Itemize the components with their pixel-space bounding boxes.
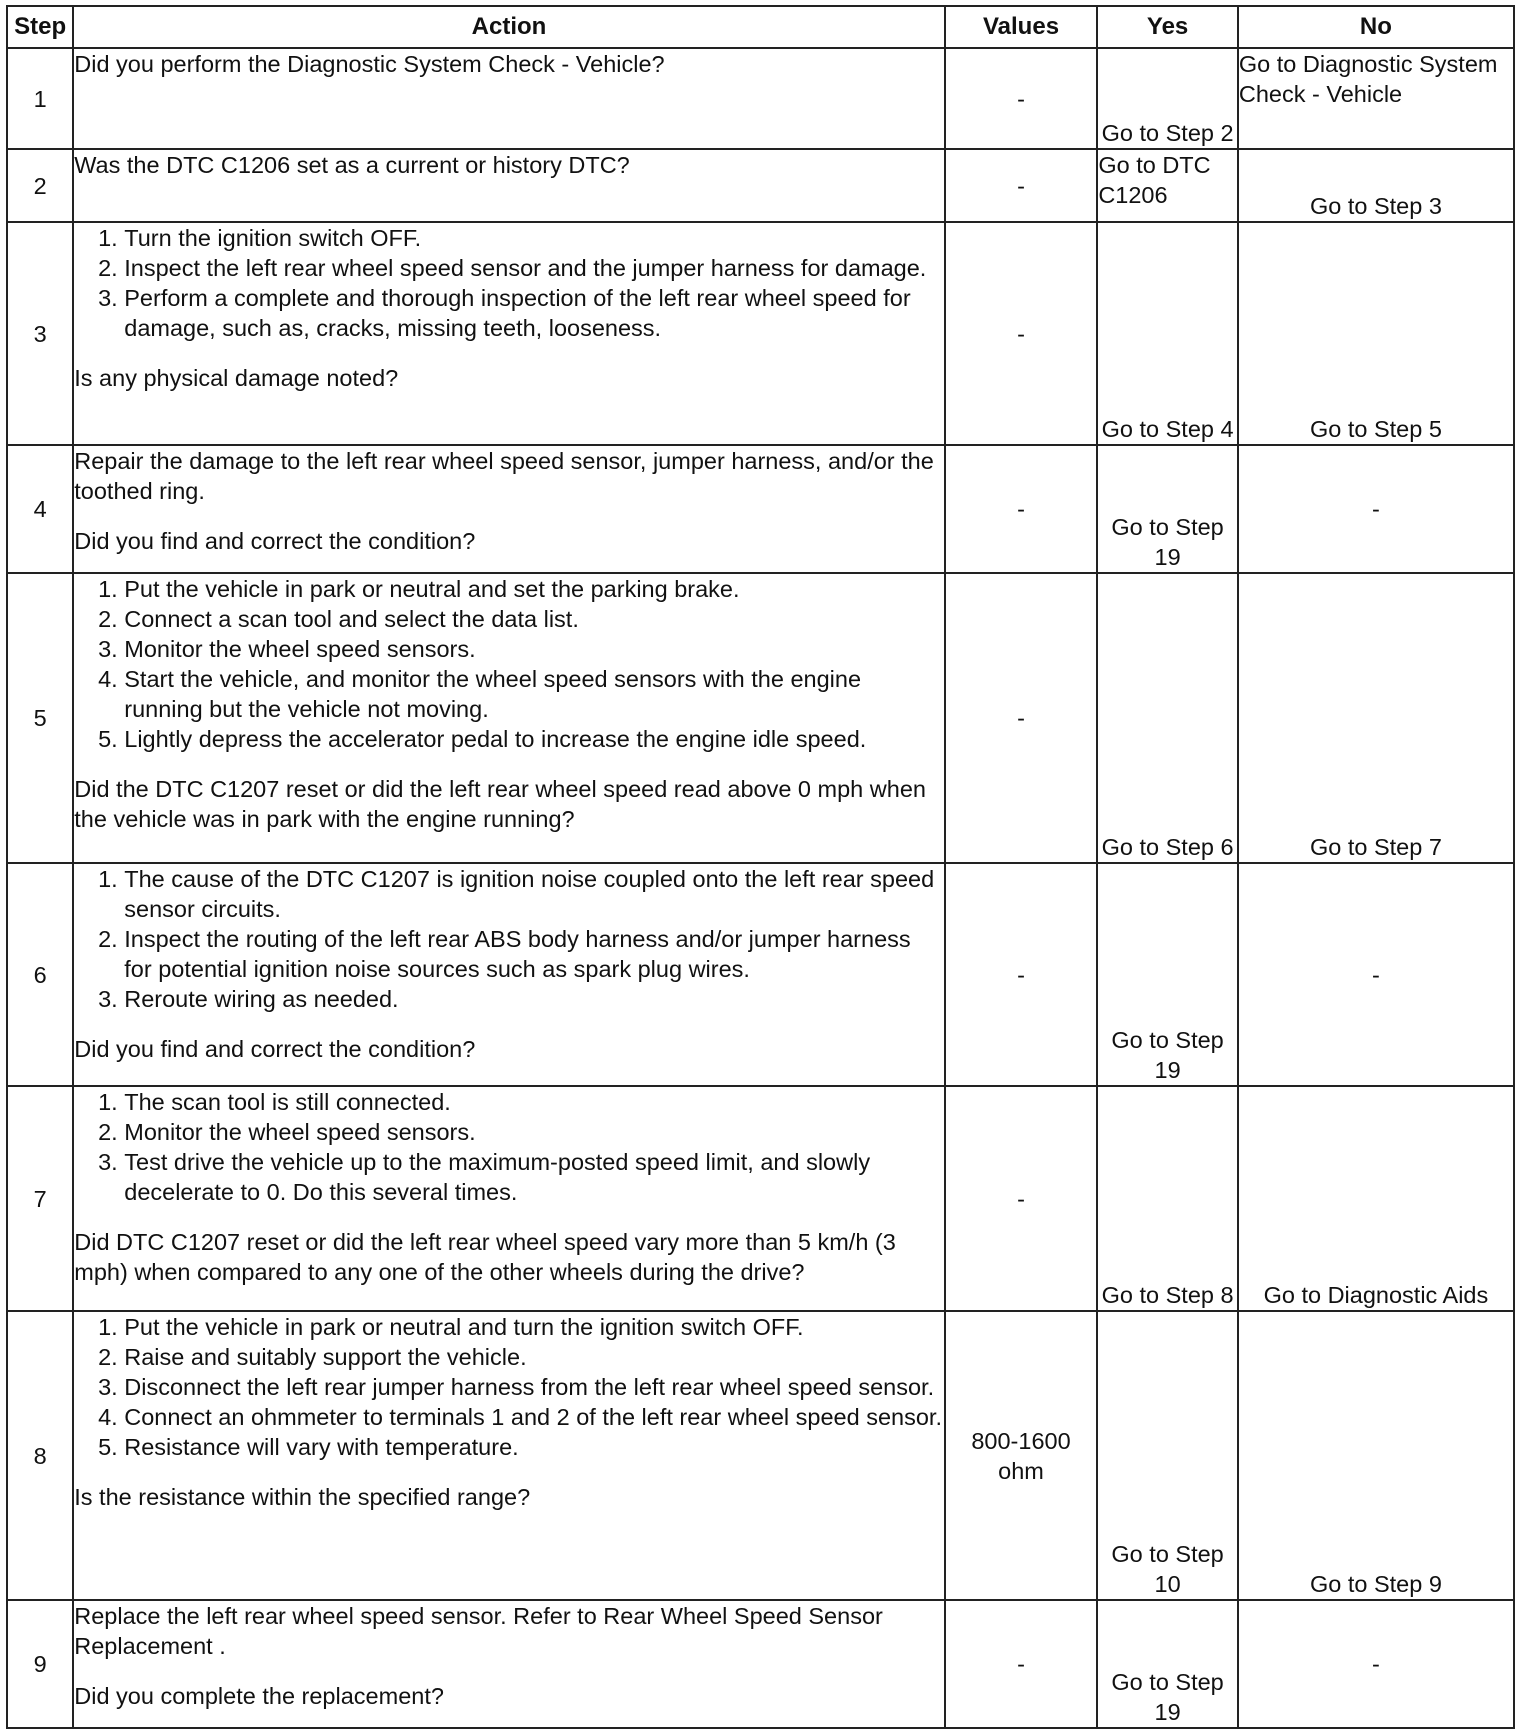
action-question: Did you find and correct the condition? <box>74 1036 476 1062</box>
no-cell: Go to Diagnostic Aids <box>1238 1086 1514 1311</box>
step-number: 9 <box>7 1600 73 1728</box>
no-cell: Go to Step 9 <box>1238 1311 1514 1600</box>
yes-cell: Go to DTC C1206 <box>1097 149 1238 222</box>
list-item: 3. Disconnect the left rear jumper harness from the left rear wheel speed sensor. <box>124 1372 943 1402</box>
step-number: 8 <box>7 1311 73 1600</box>
values-cell: - <box>945 222 1098 445</box>
action-cell <box>73 222 944 445</box>
list-item: 1. Turn the ignition switch OFF. <box>124 223 943 253</box>
action-question: Did you find and correct the condition? <box>74 528 476 554</box>
action-cell <box>73 1311 944 1600</box>
list-item: 2. Raise and suitably support the vehicle. <box>124 1342 943 1372</box>
procedure-list <box>74 1312 943 1462</box>
values-cell: - <box>945 573 1098 863</box>
header-step: Step <box>7 6 73 48</box>
step-number: 7 <box>7 1086 73 1311</box>
action-question: Did the DTC C1207 reset or did the left rear wheel speed read above 0 mph when the vehicle was in park with the engine running? <box>74 776 926 832</box>
no-cell: Go to Step 5 <box>1238 222 1514 445</box>
table-row <box>7 1086 1514 1311</box>
list-item: 2. Inspect the routing of the left rear ABS body harness and/or jumper harness for potential ignition noise sources such as spark plug wires. <box>124 924 943 984</box>
action-text: Replace the left rear wheel speed sensor. Refer to Rear Wheel Speed Sensor Replacement . <box>74 1603 883 1659</box>
list-item: 5. Resistance will vary with temperature. <box>124 1432 943 1462</box>
list-item: 2. Inspect the left rear wheel speed sensor and the jumper harness for damage. <box>124 253 943 283</box>
yes-cell: Go to Step 19 <box>1097 863 1238 1086</box>
yes-cell: Go to Step 19 <box>1097 445 1238 573</box>
header-row <box>7 6 1514 48</box>
values-cell: - <box>945 445 1098 573</box>
no-cell: Go to Step 7 <box>1238 573 1514 863</box>
table-row <box>7 863 1514 1086</box>
yes-cell: Go to Step 19 <box>1097 1600 1238 1728</box>
list-item: 1. Put the vehicle in park or neutral and set the parking brake. <box>124 574 943 604</box>
action-text: Did you perform the Diagnostic System Check - Vehicle? <box>74 51 665 77</box>
action-cell <box>73 149 944 222</box>
list-item: 3. Perform a complete and thorough inspection of the left rear wheel speed for damage, such as, cracks, missing teeth, looseness. <box>124 283 943 343</box>
step-number: 2 <box>7 149 73 222</box>
yes-cell: Go to Step 8 <box>1097 1086 1238 1311</box>
action-question: Did you complete the replacement? <box>74 1683 444 1709</box>
yes-cell: Go to Step 4 <box>1097 222 1238 445</box>
step-number: 5 <box>7 573 73 863</box>
action-question: Did DTC C1207 reset or did the left rear wheel speed vary more than 5 km/h (3 mph) when compared to any one of the other wheels during the drive? <box>74 1229 896 1285</box>
action-question: Is any physical damage noted? <box>74 365 399 391</box>
action-cell <box>73 573 944 863</box>
list-item: 3. Reroute wiring as needed. <box>124 984 943 1014</box>
header-no: No <box>1238 6 1514 48</box>
procedure-list <box>74 574 943 754</box>
diagnostic-table <box>6 5 1515 1729</box>
values-cell: 800-1600 ohm <box>945 1311 1098 1600</box>
table-row <box>7 149 1514 222</box>
yes-cell: Go to Step 6 <box>1097 573 1238 863</box>
table-row <box>7 573 1514 863</box>
table-row <box>7 48 1514 149</box>
action-question: Is the resistance within the specified range? <box>74 1484 531 1510</box>
no-cell: - <box>1238 863 1514 1086</box>
list-item: 2. Monitor the wheel speed sensors. <box>124 1117 943 1147</box>
no-cell: - <box>1238 1600 1514 1728</box>
step-number: 3 <box>7 222 73 445</box>
action-text: Repair the damage to the left rear wheel speed sensor, jumper harness, and/or the toothed ring. <box>74 448 934 504</box>
action-cell <box>73 445 944 573</box>
values-cell: - <box>945 1600 1098 1728</box>
table-row <box>7 222 1514 445</box>
step-number: 1 <box>7 48 73 149</box>
list-item: 1. Put the vehicle in park or neutral and turn the ignition switch OFF. <box>124 1312 943 1342</box>
values-cell: - <box>945 863 1098 1086</box>
list-item: 3. Monitor the wheel speed sensors. <box>124 634 943 664</box>
action-text: Was the DTC C1206 set as a current or history DTC? <box>74 152 630 178</box>
values-cell: - <box>945 48 1098 149</box>
list-item: 5. Lightly depress the accelerator pedal to increase the engine idle speed. <box>124 724 943 754</box>
list-item: 4. Start the vehicle, and monitor the wheel speed sensors with the engine running but the vehicle not moving. <box>124 664 943 724</box>
step-number: 6 <box>7 863 73 1086</box>
table-row <box>7 1600 1514 1728</box>
yes-cell: Go to Step 10 <box>1097 1311 1238 1600</box>
no-cell: Go to Diagnostic System Check - Vehicle <box>1238 48 1514 149</box>
header-values: Values <box>945 6 1098 48</box>
yes-cell: Go to Step 2 <box>1097 48 1238 149</box>
procedure-list <box>74 864 943 1014</box>
list-item: 4. Connect an ohmmeter to terminals 1 and 2 of the left rear wheel speed sensor. <box>124 1402 943 1432</box>
list-item: 3. Test drive the vehicle up to the maximum-posted speed limit, and slowly decelerate to 0. Do this several times. <box>124 1147 943 1207</box>
list-item: 1. The scan tool is still connected. <box>124 1087 943 1117</box>
action-cell <box>73 1086 944 1311</box>
step-number: 4 <box>7 445 73 573</box>
action-cell <box>73 48 944 149</box>
table-row <box>7 1311 1514 1600</box>
no-cell: - <box>1238 445 1514 573</box>
header-action: Action <box>73 6 944 48</box>
action-cell <box>73 1600 944 1728</box>
procedure-list <box>74 223 943 343</box>
header-yes: Yes <box>1097 6 1238 48</box>
values-cell: - <box>945 1086 1098 1311</box>
table-row <box>7 445 1514 573</box>
values-cell: - <box>945 149 1098 222</box>
action-cell <box>73 863 944 1086</box>
list-item: 2. Connect a scan tool and select the data list. <box>124 604 943 634</box>
no-cell: Go to Step 3 <box>1238 149 1514 222</box>
list-item: 1. The cause of the DTC C1207 is ignition noise coupled onto the left rear speed sensor circuits. <box>124 864 943 924</box>
procedure-list <box>74 1087 943 1207</box>
